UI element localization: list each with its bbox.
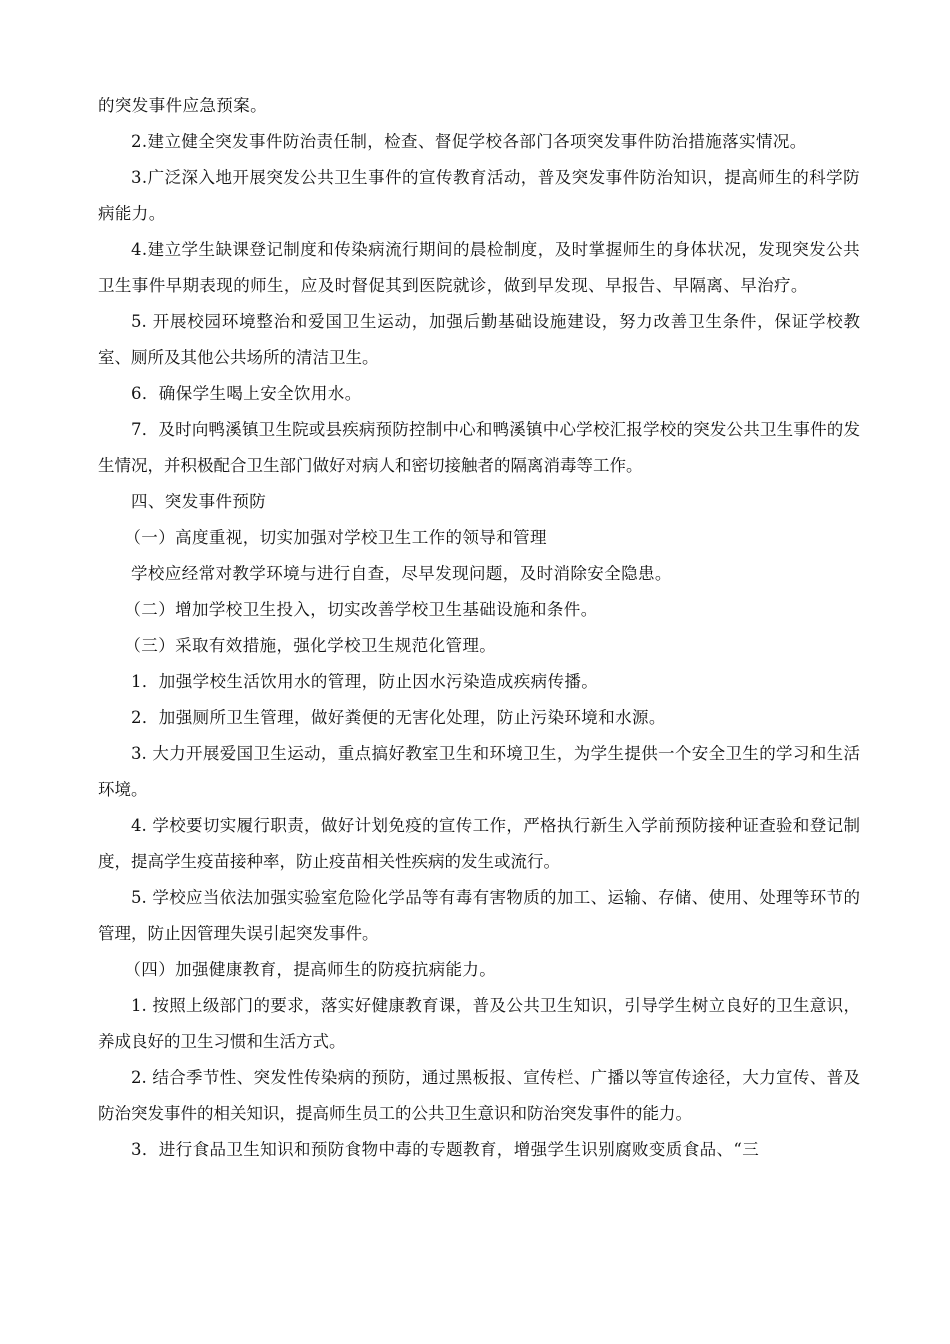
paragraph-8: 学校应经常对教学环境与进行自查，尽早发现问题，及时消除安全隐患。 <box>131 564 672 583</box>
list-item-2: 2．加强厕所卫生管理，做好粪便的无害化处理，防止污染环境和水源。 <box>131 708 666 727</box>
list-item-1: 1．加强学校生活饮用水的管理，防止因水污染造成疾病传播。 <box>131 672 599 691</box>
subsection-heading-3: （三）采取有效措施，强化学校卫生规范化管理。 <box>124 636 497 655</box>
paragraph-4: 4.建立学生缺课登记制度和传染病流行期间的晨检制度，及时掌握师生的身体状况，发现突发公共卫生事件早期表现的师生，应及时督促其到医院就诊，做到早发现、早报告、早隔离、早治疗。 <box>98 240 860 295</box>
paragraph-7: 7．及时向鸭溪镇卫生院或县疾病预防控制中心和鸭溪镇中心学校汇报学校的突发公共卫生事件的发生情况，并积极配合卫生部门做好对病人和密切接触者的隔离消毒等工作。 <box>98 420 860 475</box>
list-item-5: 5. 学校应当依法加强实验室危险化学品等有毒有害物质的加工、运输、存储、使用、处理等环节的管理，防止因管理失误引起突发事件。 <box>98 888 860 943</box>
document-body <box>98 88 860 1168</box>
list-item-4: 4. 学校要切实履行职责，做好计划免疫的宣传工作，严格执行新生入学前预防接种证查验和登记制度，提高学生疫苗接种率，防止疫苗相关性疾病的发生或流行。 <box>98 816 860 871</box>
health-item-3: 3．进行食品卫生知识和预防食物中毒的专题教育，增强学生识别腐败变质食品、“三 <box>131 1140 760 1159</box>
subsection-heading-1: （一）高度重视，切实加强对学校卫生工作的领导和管理 <box>124 528 547 547</box>
section-heading: 四、突发事件预防 <box>131 492 267 511</box>
paragraph-6: 6．确保学生喝上安全饮用水。 <box>131 384 362 403</box>
subsection-heading-4: （四）加强健康教育，提高师生的防疫抗病能力。 <box>124 960 497 979</box>
subsection-heading-2: （二）增加学校卫生投入，切实改善学校卫生基础设施和条件。 <box>124 600 598 619</box>
list-item-3: 3. 大力开展爱国卫生运动，重点搞好教室卫生和环境卫生，为学生提供一个安全卫生的学习和生活环境。 <box>98 744 860 799</box>
paragraph-2: 2.建立健全突发事件防治责任制，检查、督促学校各部门各项突发事件防治措施落实情况。 <box>131 132 807 151</box>
health-item-2: 2. 结合季节性、突发性传染病的预防，通过黑板报、宣传栏、广播以等宣传途径，大力宣传、普及防治突发事件的相关知识，提高师生员工的公共卫生意识和防治突发事件的能力。 <box>98 1068 860 1123</box>
health-item-1: 1. 按照上级部门的要求，落实好健康教育课，普及公共卫生知识，引导学生树立良好的卫生意识，养成良好的卫生习惯和生活方式。 <box>98 996 860 1051</box>
paragraph-3: 3.广泛深入地开展突发公共卫生事件的宣传教育活动，普及突发事件防治知识，提高师生的科学防病能力。 <box>98 168 860 223</box>
paragraph-5: 5. 开展校园环境整治和爱国卫生运动，加强后勤基础设施建设，努力改善卫生条件，保证学校教室、厕所及其他公共场所的清洁卫生。 <box>98 312 860 367</box>
paragraph-1: 的突发事件应急预案。 <box>98 96 267 115</box>
